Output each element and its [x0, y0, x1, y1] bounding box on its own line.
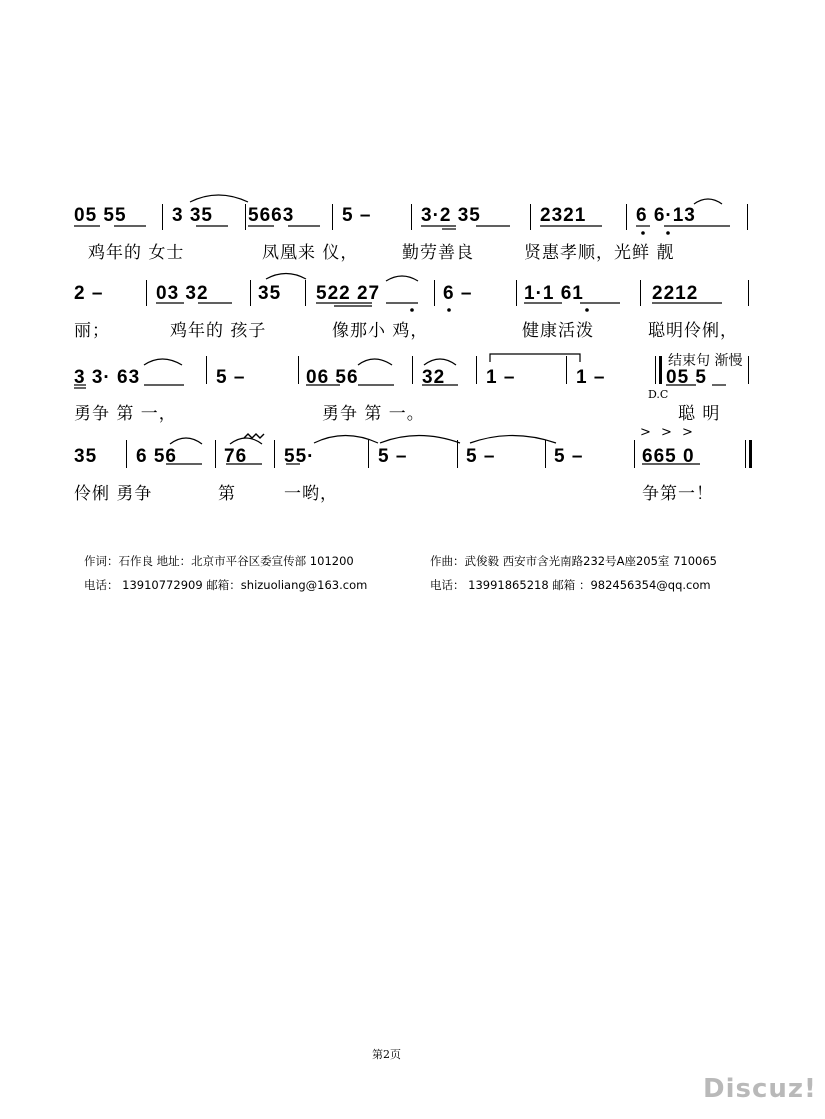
slur	[170, 438, 202, 444]
measure-notes: 32	[422, 367, 446, 388]
measure-notes: 2321	[540, 205, 587, 226]
lyric: 伶俐 勇争	[74, 484, 153, 504]
watermark-logo: Discuz!	[703, 1074, 817, 1104]
measure-notes: 5 –	[554, 446, 584, 467]
slur	[386, 276, 418, 281]
composer-contact: 电话： 13991865218 邮箱 ：982456354@qq.com	[430, 578, 711, 592]
slur	[266, 274, 306, 280]
lyric: 聪 明	[678, 404, 721, 424]
measure-notes: 3 3· 63	[74, 367, 141, 388]
measure-notes: 665 0	[642, 446, 695, 467]
lyricist-contact: 电话： 13910772909 邮箱：shizuoliang@163.com	[84, 578, 368, 592]
lyricist-credit: 作词：石作良 地址：北京市平谷区委宣传部 101200	[84, 554, 354, 568]
dc-mark: D.C	[648, 388, 669, 401]
measure-notes: 05 5	[666, 367, 707, 388]
measure-notes: 522 27	[316, 283, 381, 304]
lyric: 勇争 第 一。	[322, 404, 425, 424]
tie	[470, 436, 556, 444]
lyric: 一哟，	[284, 484, 338, 504]
measure-notes: 1 –	[486, 367, 516, 388]
measure-notes: 3·2 35	[421, 205, 481, 226]
measure-notes: 5 –	[378, 446, 408, 467]
slur	[190, 195, 248, 202]
slur	[230, 438, 262, 444]
lyric: 丽；	[74, 321, 110, 341]
measure-notes: 1 –	[576, 367, 606, 388]
lyric: 鸡年的 女士	[88, 243, 185, 263]
measure-notes: 5 –	[466, 446, 496, 467]
lyric: 凤凰来 仪，	[262, 243, 359, 263]
measure-notes: 6 56	[136, 446, 177, 467]
slur	[424, 359, 456, 365]
measure-notes: 5 –	[216, 367, 246, 388]
measure-notes: 5663	[248, 205, 295, 226]
measure-notes: 1·1 61	[524, 283, 584, 304]
measure-notes: 5 –	[342, 205, 372, 226]
tie-bracket	[490, 354, 580, 362]
lyric: 勤劳善良	[402, 243, 474, 263]
measure-notes: 55·	[284, 446, 315, 467]
lyric: 健康活泼	[522, 321, 594, 341]
measure-notes: 2 –	[74, 283, 104, 304]
tie	[314, 436, 378, 444]
measure-notes: 6 –	[443, 283, 473, 304]
measure-notes: 3 35	[172, 205, 213, 226]
measure-notes: 05 55	[74, 205, 127, 226]
lyric: 聪明伶俐，	[648, 321, 738, 341]
slur	[358, 359, 392, 365]
measure-notes: 06 56	[306, 367, 359, 388]
lyric: 鸡年的 孩子	[170, 321, 267, 341]
measure-notes: 03 32	[156, 283, 209, 304]
measure-notes: 35	[258, 283, 282, 304]
measure-notes: 2212	[652, 283, 699, 304]
lyric: 勇争 第 一，	[74, 404, 177, 424]
lyric: 第	[218, 484, 236, 504]
slur	[694, 199, 722, 204]
tie	[380, 436, 460, 444]
slur	[144, 359, 182, 365]
measure-notes: 76	[224, 446, 248, 467]
measure-notes: 35	[74, 446, 98, 467]
lyric: 争第一！	[642, 484, 714, 504]
composer-credit: 作曲：武俊毅 西安市含光南路232号A座205室 710065	[430, 554, 717, 568]
lyric: 像那小 鸡，	[332, 321, 429, 341]
page-number: 第2页	[372, 1048, 401, 1061]
lyric: 贤惠孝顺，光鲜 靓	[524, 243, 675, 263]
measure-notes: 6 6·13	[636, 205, 696, 226]
ending-annotation: 结束句 渐慢	[668, 353, 743, 369]
accent-marks: > > >	[640, 425, 696, 440]
